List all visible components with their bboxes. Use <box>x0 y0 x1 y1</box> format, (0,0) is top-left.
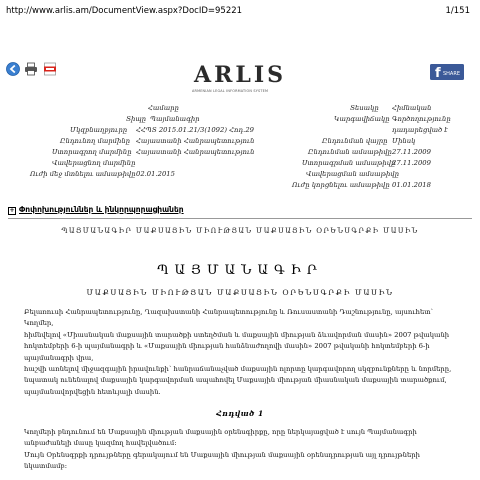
article-heading: Հոդված 1 <box>216 409 264 418</box>
meta-label: Ընդունող մարմինը <box>60 137 131 145</box>
changes-link-label: Փոփոխություններ և ինկորպորացիաներ <box>19 205 184 214</box>
meta-row <box>30 169 248 180</box>
arlis-logo[interactable] <box>190 62 290 96</box>
pdf-icon[interactable] <box>43 62 57 76</box>
document-title: ՊԱՅՄԱՆԱԳԻՐ <box>157 263 323 278</box>
facebook-share-icon[interactable] <box>430 64 464 80</box>
back-icon[interactable] <box>6 62 20 76</box>
meta-row <box>262 147 462 158</box>
paragraph: հաշվի առնելով միջազգային իրավունքի՝ հանրաճանաչված մաքսային ոլորտը կարգավորող սկզբունքները և նորմերը, <box>24 365 452 374</box>
meta-value: Հիմնական <box>392 104 432 112</box>
meta-value: Գործողությունը դադարեցված է <box>392 115 451 134</box>
meta-value: Հայաստանի Հանրապետություն <box>136 137 255 145</box>
meta-row <box>38 158 248 169</box>
meta-label: Ուժը կորցնելու ամսաթիվը <box>292 181 390 189</box>
meta-row <box>38 114 248 125</box>
meta-row <box>262 158 462 169</box>
meta-row <box>262 169 462 180</box>
divider <box>8 218 472 219</box>
page-indicator: 1/151 <box>445 6 470 16</box>
meta-row <box>38 125 254 136</box>
meta-right <box>262 103 462 191</box>
browser-bar <box>0 6 480 18</box>
meta-value: 27.11.2009 <box>392 159 431 167</box>
logo-word: ARLIS <box>194 62 286 88</box>
preamble <box>24 307 456 398</box>
meta-label: Մկզբնաղբյուրը <box>70 126 128 134</box>
meta-label: Ստորագրման ամսաթիվը <box>302 159 396 167</box>
svg-text:f: f <box>435 66 441 80</box>
meta-value: 27.11.2009 <box>392 148 431 156</box>
meta-row <box>38 147 255 158</box>
toolbar <box>6 62 66 78</box>
meta-row <box>262 180 462 191</box>
meta-label: Համարը <box>148 104 179 112</box>
meta-label: Ուժի մեջ մտնելու ամսաթիվը <box>30 170 136 178</box>
article-body <box>24 427 456 473</box>
meta-value: Մինսկ <box>392 137 416 145</box>
meta-row <box>262 136 462 147</box>
meta-value: Հայաստանի Հանրապետություն <box>136 148 255 156</box>
meta-value: Պայմանագիր <box>150 115 200 123</box>
document-subtitle: ՄԱՔՍԱՅԻՆ ՄԻՈՒԹՅԱՆ ՄԱՔՍԱՅԻՆ ՕՐԵՆՍԳՐՔԻ ՄԱՍԻՆ <box>86 288 394 297</box>
meta-row <box>262 103 462 114</box>
meta-label: Վավերացնող մարմինը <box>52 159 136 167</box>
paragraph: Կողմերի բնդունում են Մաքսային միության մաքսային օրենսգիրքը, որը ներկայացված է սույն Պայմանագրի անբաժանելի մասը կազմող հավելվածում: <box>24 428 417 448</box>
print-icon[interactable] <box>24 62 38 76</box>
meta-row <box>38 103 248 114</box>
meta-value: 01.01.2018 <box>392 181 431 189</box>
meta-value: ՀՀՊՏ 2015.01.21/3(1092) Հոդ.29 <box>136 126 254 134</box>
meta-label: Վավերացման ամսաթիվը <box>306 170 399 178</box>
expand-icon[interactable]: + <box>9 207 15 214</box>
meta-label: Տեսակը <box>350 104 379 112</box>
paragraph: հիմնվելով «Միասնական մաքսային տարածքի ստեղծման և մաքսային միության ձևավորման մասին» 2007 թվականի հոկտեմբերի 6-ի պայմանագրի և «Մաքսային միության հանձնաժողովի մասին» 2007 թվականի հոկտեմբերի 6-ի պայմանագրի վրա, <box>24 330 450 362</box>
facebook-share-label: SHARE <box>443 71 460 77</box>
paragraph: պայմանավորվեցին հետևյալի մասին. <box>24 387 161 396</box>
page-url[interactable]: http://www.arlis.am/DocumentView.aspx?DocID=95221 <box>6 6 243 16</box>
changes-link[interactable] <box>8 205 184 215</box>
meta-label: Ստորագրող մարմինը <box>52 148 132 156</box>
meta-value: 02.01.2015 <box>136 170 175 178</box>
meta-label: Տիպը <box>126 115 146 123</box>
document-header: ՊԱՅՄԱՆԱԳԻՐ ՄԱՔՍԱՅԻՆ ՄԻՈՒԹՅԱՆ ՄԱՔՍԱՅԻՆ ՕՐԵՆՍԳՐՔԻ ՄԱՍԻՆ <box>61 227 419 235</box>
meta-label: Կարգավիճակը <box>334 115 390 123</box>
meta-row <box>262 114 462 134</box>
meta-label: Ընդունման վայրը <box>322 137 388 145</box>
paragraph: նպատակ ունենալով մաքսային կարգավորման ապահովել Մաքսային միության միասնական մաքսային տարածքում, <box>24 376 447 385</box>
meta-label: Ընդունման ամսաթիվը <box>308 148 392 156</box>
logo-tagline: ARMENIAN LEGAL INFORMATION SYSTEM <box>192 89 269 93</box>
paragraph: Բելառուսի Հանրապետությունը, Ղազախստանի Հանրապետությունը և Ռուսաստանի Դաշնությունը, այսուհետ՝ Կողմեր, <box>24 308 434 328</box>
meta-left <box>30 103 255 180</box>
paragraph: Մույն Օրենսգրքի դրույթները գերակայում են Մաքսային միության մաքսային օրենսդրության այլ դրույթների նկատմամբ: <box>24 450 420 471</box>
meta-row <box>38 136 255 147</box>
